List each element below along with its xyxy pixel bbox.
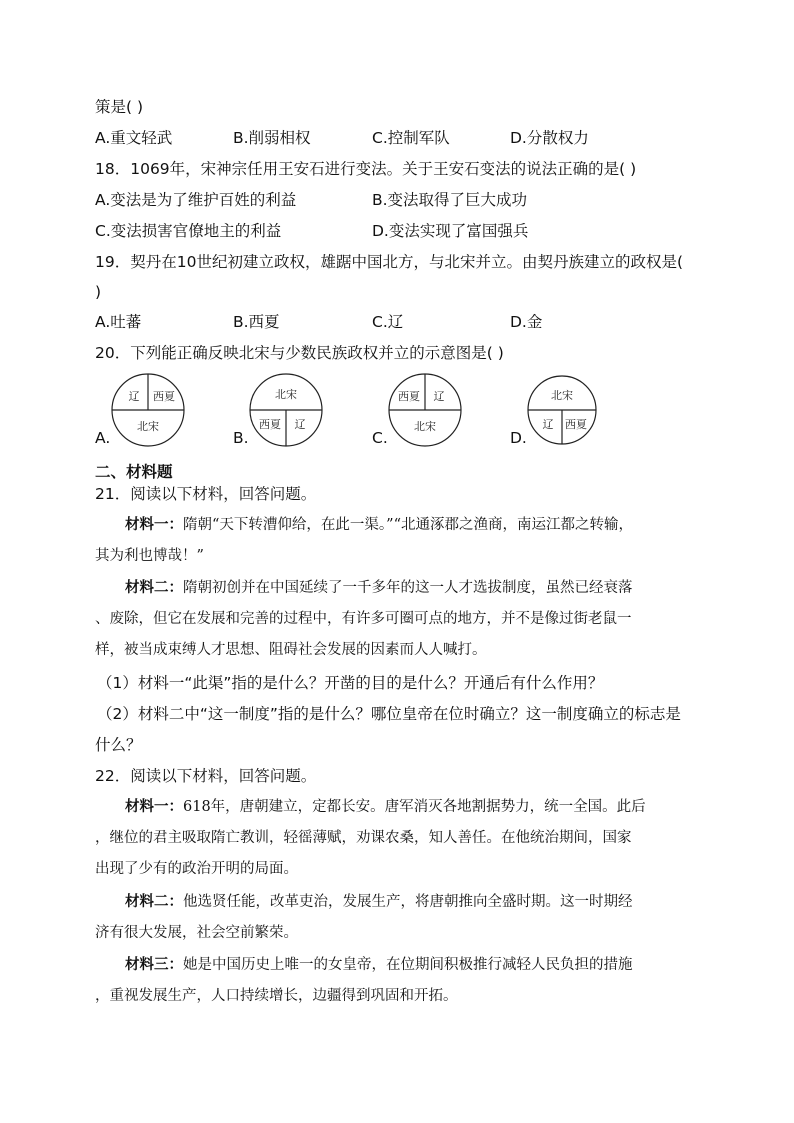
q20-option-d-letter: D. <box>510 429 527 447</box>
q18-option-b: B.变法取得了巨大成功 <box>372 191 528 209</box>
q20-c-top-right-label: 辽 <box>433 390 445 403</box>
q22-material-2-label: 材料二： <box>125 893 183 910</box>
section-title-materials: 二、材料题 <box>95 463 173 481</box>
q21-material-1-label: 材料一： <box>125 516 183 533</box>
q20-a-top-left-label: 辽 <box>128 390 140 403</box>
q21-material-2-line3: 样，被当成束缚人才思想、阻碍社会发展的因素而人人喊打。 <box>95 642 487 658</box>
q18-stem: 18．1069年，宋神宗任用王安石进行变法。关于王安石变法的说法正确的是( ) <box>95 160 637 178</box>
q22-material-1-line3: 出现了少有的政治开明的局面。 <box>95 861 298 877</box>
q20-option-c-letter: C. <box>372 429 388 447</box>
q20-diagram-d <box>526 374 598 450</box>
q18-option-d: D.变法实现了富国强兵 <box>372 222 529 240</box>
q20-option-a-letter: A. <box>95 429 111 447</box>
q20-diagram-c <box>387 372 463 452</box>
q18-option-a: A.变法是为了维护百姓的利益 <box>95 191 297 209</box>
q22-material-2-line1: 材料二：他选贤任能，改革吏治，发展生产，将唐朝推向全盛时期。这一时期经 <box>125 893 633 910</box>
q19-option-b: B.西夏 <box>233 313 280 331</box>
q21-subquestion-2-line2: 什么？ <box>95 736 142 754</box>
q20-b-bottom-right-label: 辽 <box>294 418 306 431</box>
q21-material-2-line1: 材料二：隋朝初创并在中国延续了一千多年的这一人才选拔制度，虽然已经衰落 <box>125 579 633 596</box>
q22-material-1-line2: ，继位的君主吸取隋亡教训，轻徭薄赋，劝课农桑，知人善任。在他统治期间，国家 <box>95 830 632 846</box>
q22-material-3-line1: 材料三：她是中国历史上唯一的女皇帝，在位期间积极推行减轻人民负担的措施 <box>125 956 633 973</box>
q19-stem-line1: 19．契丹在10世纪初建立政权，雄踞中国北方，与北宋并立。由契丹族建立的政权是( <box>95 253 683 271</box>
q20-diagram-b <box>248 372 324 452</box>
q20-c-bottom-label: 北宋 <box>414 420 436 433</box>
q20-b-bottom-left-label: 西夏 <box>259 418 281 431</box>
q20-a-top-right-label: 西夏 <box>153 390 175 403</box>
q17-option-b: B.削弱相权 <box>233 129 311 147</box>
q22-material-1-label: 材料一： <box>125 798 183 815</box>
q21-stem: 21．阅读以下材料，回答问题。 <box>95 485 317 503</box>
q20-a-bottom-label: 北宋 <box>137 420 159 433</box>
q17-option-a: A.重文轻武 <box>95 129 173 147</box>
q20-c-top-left-label: 西夏 <box>398 390 420 403</box>
q20-stem: 20．下列能正确反映北宋与少数民族政权并立的示意图是( ) <box>95 344 504 362</box>
q20-d-bottom-right-label: 西夏 <box>565 418 587 431</box>
q21-material-1-line2: 其为利也博哉！” <box>95 548 204 564</box>
q22-material-2-line2: 济有很大发展，社会空前繁荣。 <box>95 925 298 941</box>
q20-diagram-a <box>110 372 186 452</box>
q21-material-2-label: 材料二： <box>125 579 183 596</box>
q20-d-top-label: 北宋 <box>551 389 573 402</box>
q17-stem-tail: 策是( ) <box>95 98 144 116</box>
q19-stem-line2: ) <box>95 283 102 301</box>
q22-material-3-line2: ，重视发展生产，人口持续增长，边疆得到巩固和开拓。 <box>95 988 458 1004</box>
q21-material-1-line1: 材料一：隋朝“天下转漕仰给，在此一渠。”“北通涿郡之渔商，南运江都之转输， <box>125 516 633 533</box>
q22-material-1-line1: 材料一：618年，唐朝建立，定都长安。唐军消灭各地割据势力，统一全国。此后 <box>125 798 646 815</box>
q22-stem: 22．阅读以下材料，回答问题。 <box>95 767 317 785</box>
q21-subquestion-1: （1）材料一“此渠”指的是什么？开凿的目的是什么？开通后有什么作用？ <box>97 674 604 692</box>
q20-d-bottom-left-label: 辽 <box>542 418 554 431</box>
q20-b-top-label: 北宋 <box>275 388 297 401</box>
q17-option-c: C.控制军队 <box>372 129 450 147</box>
q20-option-b-letter: B. <box>233 429 249 447</box>
q21-material-2-line2: 、废除，但它在发展和完善的过程中，有许多可圈可点的地方，并不是像过街老鼠一 <box>95 611 632 627</box>
q22-material-3-label: 材料三： <box>125 956 183 973</box>
q19-option-a: A.吐蕃 <box>95 313 142 331</box>
q19-option-d: D.金 <box>510 313 543 331</box>
q18-option-c: C.变法损害官僚地主的利益 <box>95 222 282 240</box>
q17-option-d: D.分散权力 <box>510 129 589 147</box>
q19-option-c: C.辽 <box>372 313 404 331</box>
q21-subquestion-2-line1: （2）材料二中“这一制度”指的是什么？哪位皇帝在位时确立？这一制度确立的标志是 <box>97 705 681 723</box>
